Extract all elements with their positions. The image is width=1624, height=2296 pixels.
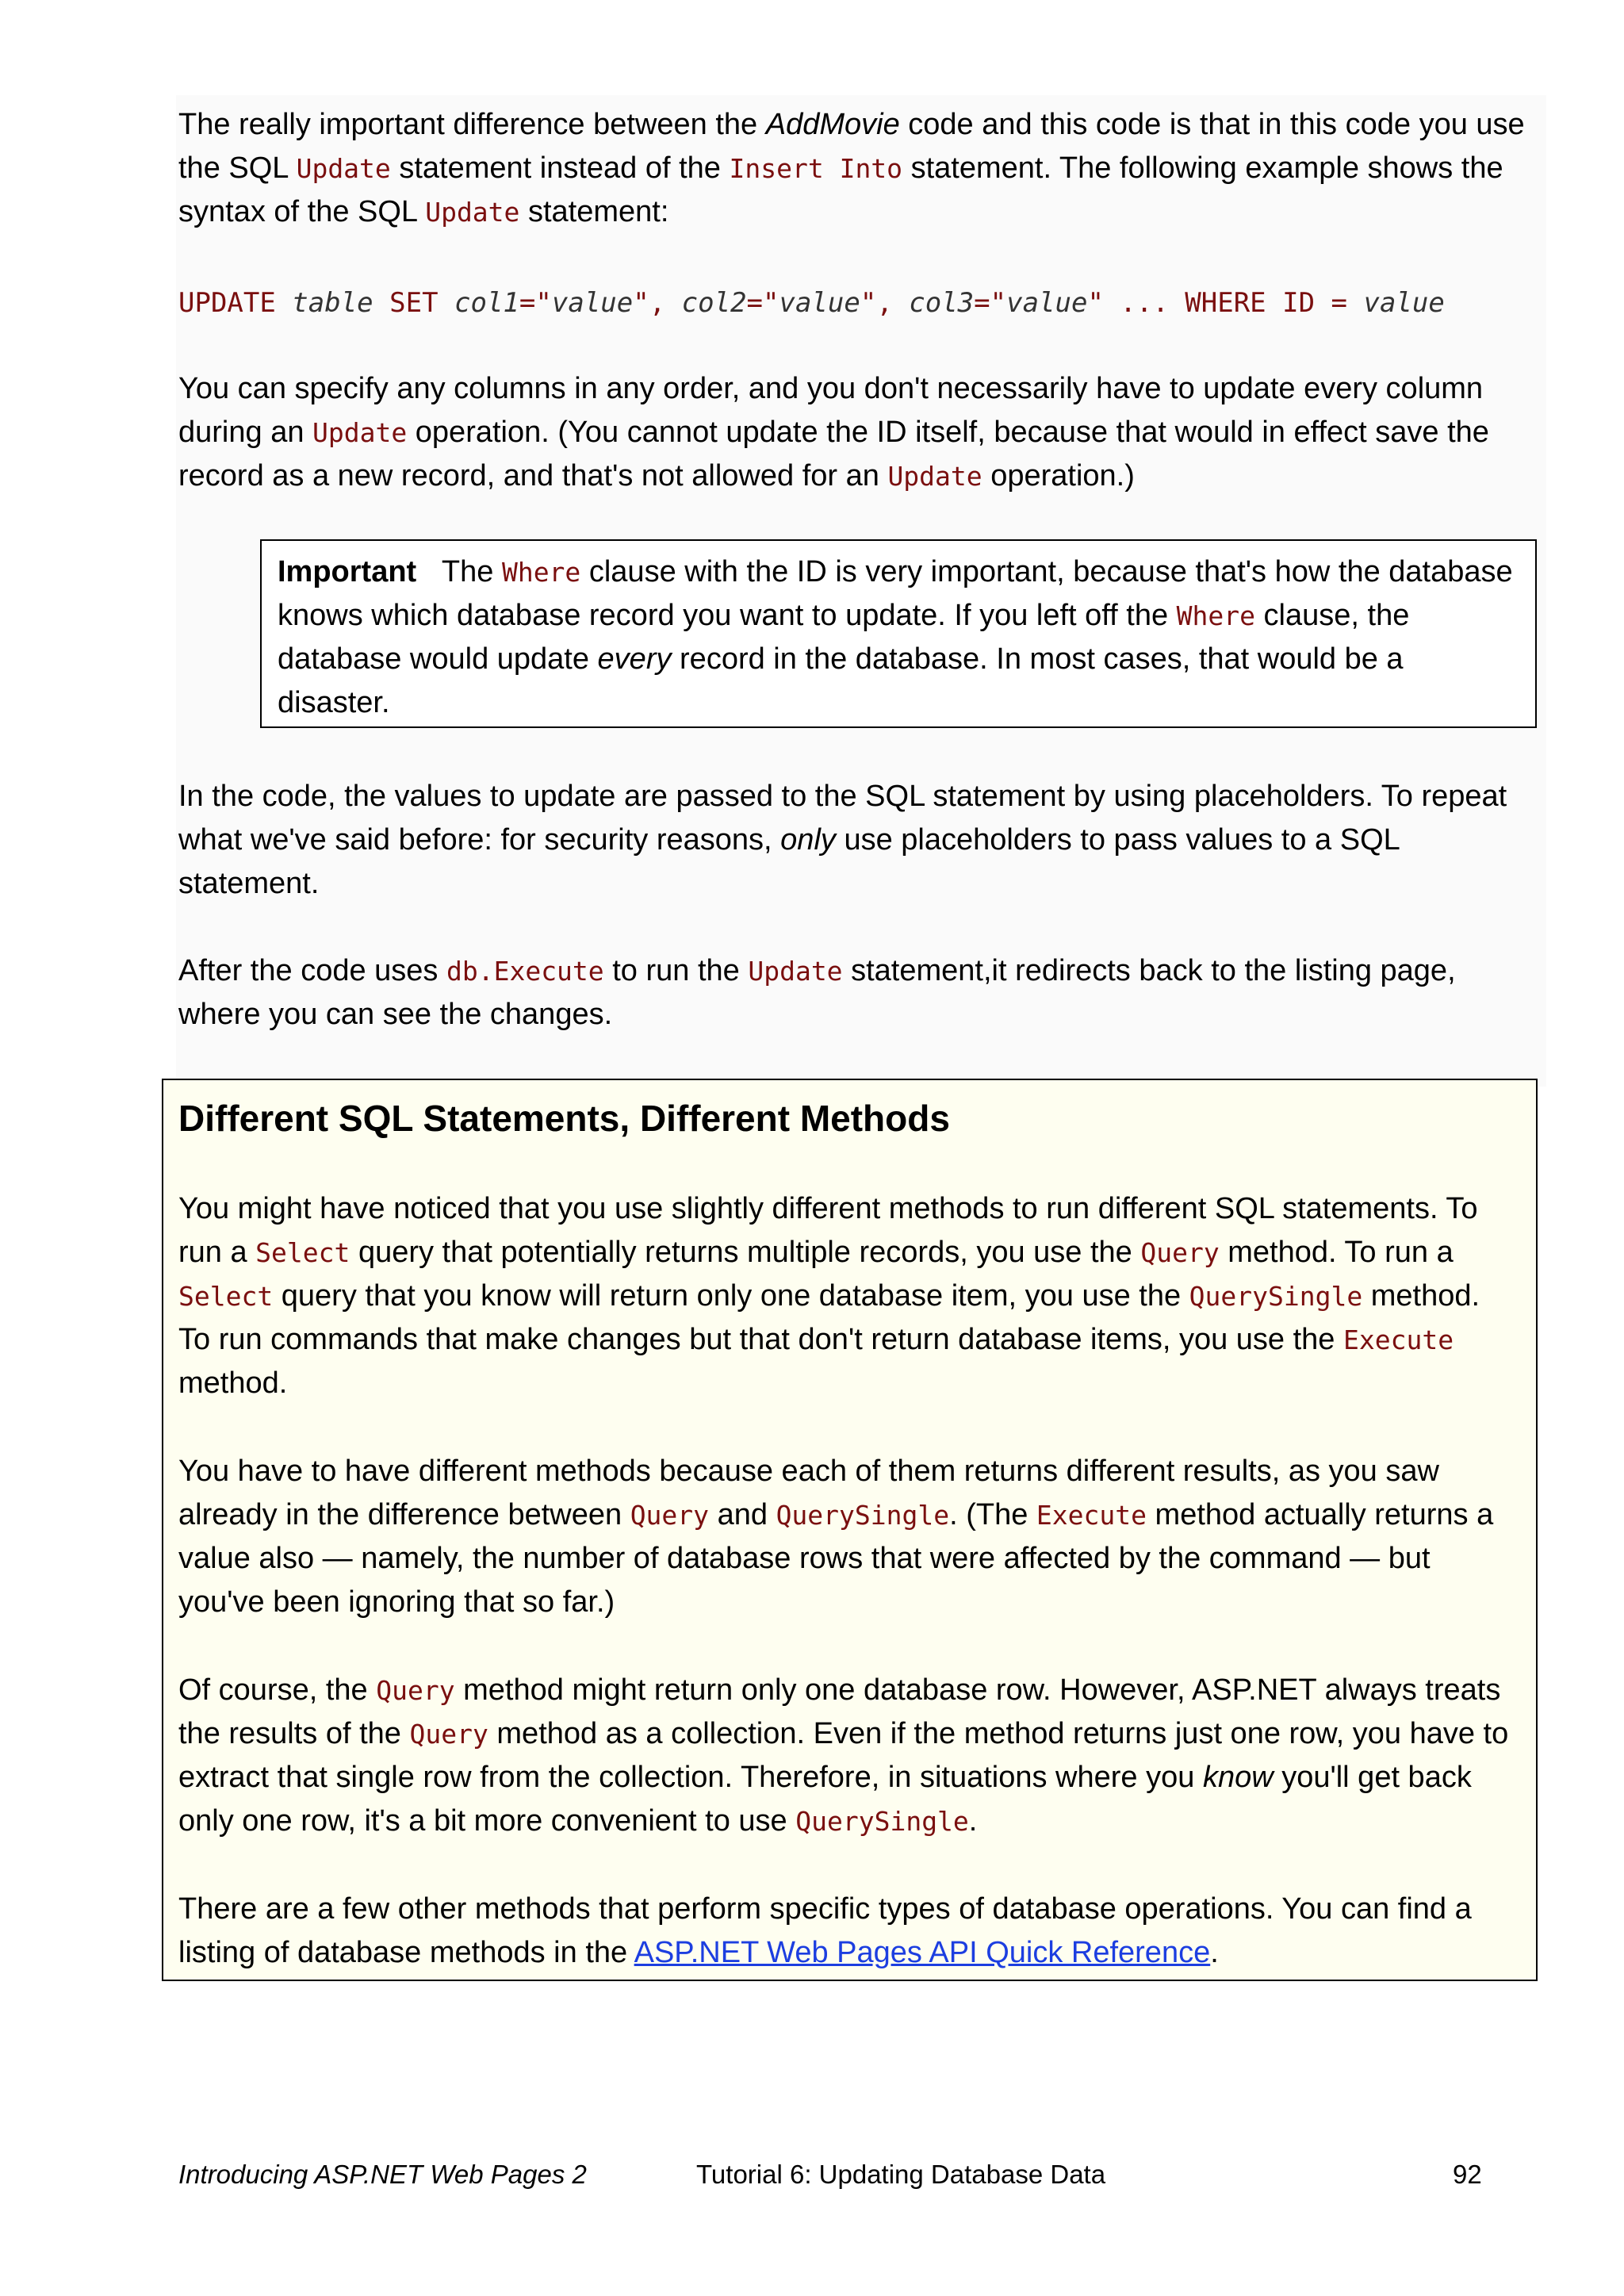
api-quick-reference-link[interactable]: ASP.NET Web Pages API Quick Reference — [634, 1936, 1211, 1969]
important-note: Important The Where clause with the ID is very important, because that's how the database knows which database record you want to update. If you left off the Where clause, the database would update every record in the database. In most cases, that would be a disaster. — [260, 539, 1537, 728]
inline-code: QuerySingle — [776, 1500, 950, 1531]
inline-code: Insert Into — [729, 153, 903, 184]
inline-code: Where — [1176, 600, 1255, 631]
inline-code: Select — [255, 1237, 350, 1268]
footer-book-title: Introducing ASP.NET Web Pages 2 — [178, 2160, 587, 2189]
page-number: 92 — [1453, 2160, 1482, 2189]
execute-paragraph: After the code uses db.Execute to run the Update statement,it redirects back to the listing page, where you can see the changes. — [178, 954, 1456, 1031]
sidebar-paragraph-4: There are a few other methods that perform specific types of database operations. You can find a listing of database methods in the ASP.NET Web Pages API Quick Reference. — [178, 1892, 1472, 1969]
sidebar-paragraph-3: Of course, the Query method might return only one database row. However, ASP.NET always treats the results of the Query method as a collection. Even if the method returns just one row, you have to extract that single row from the collection. Therefore, in situations where you know you'll get back only one row, it's a bit more convenient to use QuerySingle. — [178, 1673, 1509, 1838]
update-syntax-code: UPDATE table SET col1="value", col2="value", col3="value" ... WHERE ID = value — [178, 287, 1445, 319]
inline-code: QuerySingle — [795, 1806, 969, 1837]
inline-code: Query — [376, 1675, 455, 1706]
sidebar-paragraph-1: You might have noticed that you use slightly different methods to run different SQL statements. To run a Select query that potentially returns multiple records, you use the Query method. To run a Select query that you know will return only one database item, you use the QuerySingle method. To run commands that make changes but that don't return database items, you use the Execute method. — [178, 1192, 1480, 1400]
placeholders-paragraph: In the code, the values to update are passed to the SQL statement by using placeholders. To repeat what we've said before: for security reasons, only use placeholders to pass values to a SQL statement. — [178, 780, 1507, 900]
columns-paragraph: You can specify any columns in any order, and you don't necessarily have to update every column during an Update operation. (You cannot update the ID itself, because that would in effect save the record as a new record, and that's not allowed for an Update operation.) — [178, 372, 1489, 493]
inline-code: db.Execute — [446, 956, 604, 987]
inline-code: Execute — [1036, 1500, 1147, 1531]
inline-code: QuerySingle — [1189, 1281, 1363, 1312]
inline-code: Query — [1140, 1237, 1220, 1268]
inline-code: Query — [630, 1500, 710, 1531]
sql-methods-sidebar — [162, 1079, 1538, 1981]
inline-code: Where — [501, 557, 581, 588]
inline-code: Update — [425, 197, 520, 228]
inline-code: Execute — [1343, 1324, 1454, 1355]
inline-code: Update — [887, 461, 982, 492]
inline-code: Query — [409, 1719, 488, 1750]
inline-code: Update — [296, 153, 391, 184]
footer-chapter-title: Tutorial 6: Updating Database Data — [696, 2160, 1106, 2189]
inline-code: Update — [312, 417, 408, 448]
sidebar-title: Different SQL Statements, Different Methods — [178, 1098, 950, 1139]
note-label: Important — [278, 555, 417, 588]
addmovie-term: AddMovie — [765, 108, 900, 141]
inline-code: Update — [748, 956, 843, 987]
intro-paragraph: The really important difference between the AddMovie code and this code is that in this code you use the SQL Update statement instead of the Insert Into statement. The following example shows the syntax of the SQL Update statement: — [178, 108, 1525, 228]
sidebar-paragraph-2: You have to have different methods because each of them returns different results, as you saw already in the difference between Query and QuerySingle. (The Execute method actually returns a value also — namely, the number of database rows that were affected by the command — but you've been ignoring that so far.) — [178, 1455, 1494, 1619]
inline-code: Select — [178, 1281, 274, 1312]
